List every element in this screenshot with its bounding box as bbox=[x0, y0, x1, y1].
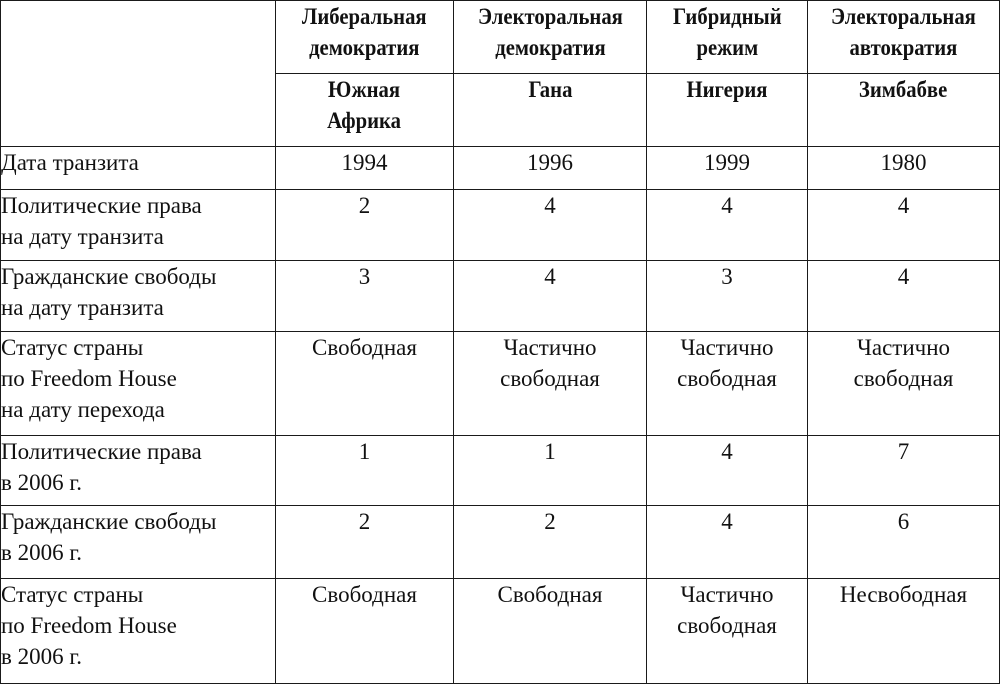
table-cell: 4 bbox=[454, 261, 647, 332]
row-label: Дата транзита bbox=[1, 147, 276, 190]
country-label: Зимбабве bbox=[859, 77, 948, 103]
row-label: Политические права на дату транзита bbox=[1, 190, 276, 261]
table-row bbox=[1, 435, 1000, 505]
table-cell: Частично свободная bbox=[454, 332, 647, 435]
row-label: Политические права в 2006 г. bbox=[1, 435, 276, 505]
corner-cell bbox=[1, 1, 276, 147]
table-cell: Свободная bbox=[276, 332, 454, 435]
table-cell: 1 bbox=[276, 435, 454, 505]
table-cell: 4 bbox=[808, 261, 1000, 332]
table-cell: 1996 bbox=[454, 147, 647, 190]
table-row bbox=[1, 261, 1000, 332]
table-row bbox=[1, 332, 1000, 435]
regime-type-label: Электоральная автократия bbox=[831, 4, 976, 60]
row-label: Статус страны по Freedom House в 2006 г. bbox=[1, 578, 276, 683]
table-cell: Свободная bbox=[454, 578, 647, 683]
country-header bbox=[647, 74, 808, 147]
table-cell: 3 bbox=[647, 261, 808, 332]
row-label: Гражданские свободы в 2006 г. bbox=[1, 505, 276, 578]
country-header bbox=[276, 74, 454, 147]
table-cell: Частично свободная bbox=[647, 578, 808, 683]
table-cell: 2 bbox=[276, 505, 454, 578]
table-row bbox=[1, 147, 1000, 190]
table-row bbox=[1, 578, 1000, 683]
table-cell: Частично свободная bbox=[808, 332, 1000, 435]
header-row-regime-types bbox=[1, 1, 1000, 74]
table-cell: 1 bbox=[454, 435, 647, 505]
regime-type-header bbox=[647, 1, 808, 74]
regime-type-header bbox=[454, 1, 647, 74]
table-cell: 2 bbox=[454, 505, 647, 578]
table-cell: Свободная bbox=[276, 578, 454, 683]
table-cell: Несвободная bbox=[808, 578, 1000, 683]
table-row bbox=[1, 190, 1000, 261]
table-row bbox=[1, 505, 1000, 578]
country-label: Южная Африка bbox=[327, 77, 402, 134]
table-cell: 4 bbox=[808, 190, 1000, 261]
regime-type-label: Гибридный режим bbox=[672, 4, 782, 60]
table-cell: 2 bbox=[276, 190, 454, 261]
table-cell: 3 bbox=[276, 261, 454, 332]
country-header bbox=[454, 74, 647, 147]
country-header bbox=[808, 74, 1000, 147]
regime-type-label: Либеральная демократия bbox=[302, 4, 427, 60]
table-cell: Частично свободная bbox=[647, 332, 808, 435]
table-cell: 4 bbox=[454, 190, 647, 261]
table-cell: 7 bbox=[808, 435, 1000, 505]
table-cell: 1994 bbox=[276, 147, 454, 190]
regime-type-header bbox=[808, 1, 1000, 74]
regime-type-label: Электоральная демократия bbox=[477, 4, 623, 60]
table-cell: 4 bbox=[647, 190, 808, 261]
regime-type-header bbox=[276, 1, 454, 74]
table-cell: 4 bbox=[647, 505, 808, 578]
row-label: Статус страны по Freedom House на дату перехода bbox=[1, 332, 276, 435]
country-label: Гана bbox=[528, 77, 572, 103]
table-cell: 1999 bbox=[647, 147, 808, 190]
table-cell: 1980 bbox=[808, 147, 1000, 190]
country-label: Нигерия bbox=[686, 77, 768, 103]
table-cell: 4 bbox=[647, 435, 808, 505]
row-label: Гражданские свободы на дату транзита bbox=[1, 261, 276, 332]
table-cell: 6 bbox=[808, 505, 1000, 578]
